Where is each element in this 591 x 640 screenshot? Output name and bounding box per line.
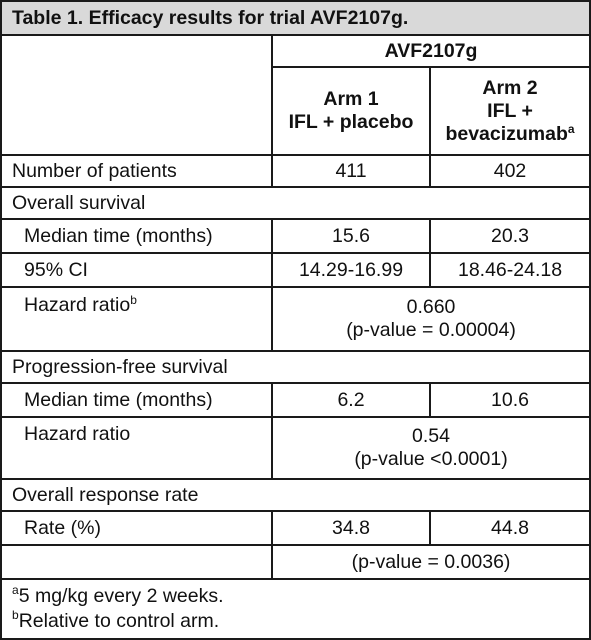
arm1-regimen: IFL + placebo bbox=[288, 111, 414, 133]
table-row bbox=[1, 417, 590, 479]
table-row bbox=[1, 511, 590, 545]
trial-group-header: AVF2107g bbox=[272, 35, 590, 67]
section-orr: Overall response rate bbox=[1, 479, 590, 511]
patients-arm1: 411 bbox=[272, 155, 430, 187]
footnote-ref-a: a bbox=[567, 121, 575, 136]
table-row bbox=[1, 155, 590, 187]
patients-arm2: 402 bbox=[430, 155, 590, 187]
os-median-arm2: 20.3 bbox=[430, 219, 590, 253]
table-row bbox=[1, 545, 590, 579]
table-row bbox=[1, 287, 590, 351]
orr-rate-arm1: 34.8 bbox=[272, 511, 430, 545]
footnotes bbox=[1, 579, 590, 639]
table-row bbox=[1, 351, 590, 383]
arm2-name: Arm 2 bbox=[482, 76, 538, 99]
footnote-b-text: Relative to control arm. bbox=[18, 610, 220, 632]
footnote-a-text: 5 mg/kg every 2 weeks. bbox=[18, 585, 224, 607]
os-ci-arm1: 14.29-16.99 bbox=[272, 253, 430, 287]
section-pfs: Progression-free survival bbox=[1, 351, 590, 383]
pfs-hr-pvalue: (p-value <0.0001) bbox=[354, 448, 508, 470]
os-ci-arm2: 18.46-24.18 bbox=[430, 253, 590, 287]
pfs-median-arm1: 6.2 bbox=[272, 383, 430, 417]
footnote-a bbox=[12, 584, 579, 609]
os-hr-pvalue: (p-value = 0.00004) bbox=[346, 319, 516, 341]
footnote-ref-b: b bbox=[130, 293, 137, 307]
row-label-os-median: Median time (months) bbox=[1, 219, 272, 253]
os-median-arm1: 15.6 bbox=[272, 219, 430, 253]
pfs-median-arm2: 10.6 bbox=[430, 383, 590, 417]
table-row bbox=[1, 219, 590, 253]
row-label-orr-rate: Rate (%) bbox=[1, 511, 272, 545]
section-overall-survival: Overall survival bbox=[1, 187, 590, 219]
header-empty-cell bbox=[1, 35, 272, 155]
table-row bbox=[1, 479, 590, 511]
footnote-a-marker: a bbox=[12, 583, 19, 597]
orr-pvalue: (p-value = 0.0036) bbox=[272, 545, 590, 579]
arm2-drug: bevacizumab bbox=[445, 122, 568, 145]
table-row bbox=[1, 383, 590, 417]
os-hr-value: 0.660 bbox=[406, 296, 456, 318]
table-title: Table 1. Efficacy results for trial AVF2107g. bbox=[1, 1, 590, 35]
row-label-pfs-median: Median time (months) bbox=[1, 383, 272, 417]
row-label-os-ci: 95% CI bbox=[1, 253, 272, 287]
arm2-header bbox=[430, 67, 590, 155]
row-label-pfs-hr: Hazard ratio bbox=[1, 417, 272, 479]
row-label-os-hr bbox=[1, 287, 272, 351]
os-hr-value-cell bbox=[272, 287, 590, 351]
arm1-header bbox=[272, 67, 430, 155]
orr-rate-arm2: 44.8 bbox=[430, 511, 590, 545]
arm2-regimen: IFL + bbox=[487, 99, 533, 122]
pfs-hr-value-cell bbox=[272, 417, 590, 479]
pfs-hr-value: 0.54 bbox=[412, 425, 450, 447]
os-hr-label: Hazard ratio bbox=[24, 294, 131, 316]
arm1-name: Arm 1 bbox=[323, 88, 379, 110]
table-row bbox=[1, 187, 590, 219]
table-row bbox=[1, 253, 590, 287]
footnote-b bbox=[12, 609, 579, 634]
row-label-patients: Number of patients bbox=[1, 155, 272, 187]
footnote-b-marker: b bbox=[12, 608, 19, 622]
orr-p-empty-cell bbox=[1, 545, 272, 579]
